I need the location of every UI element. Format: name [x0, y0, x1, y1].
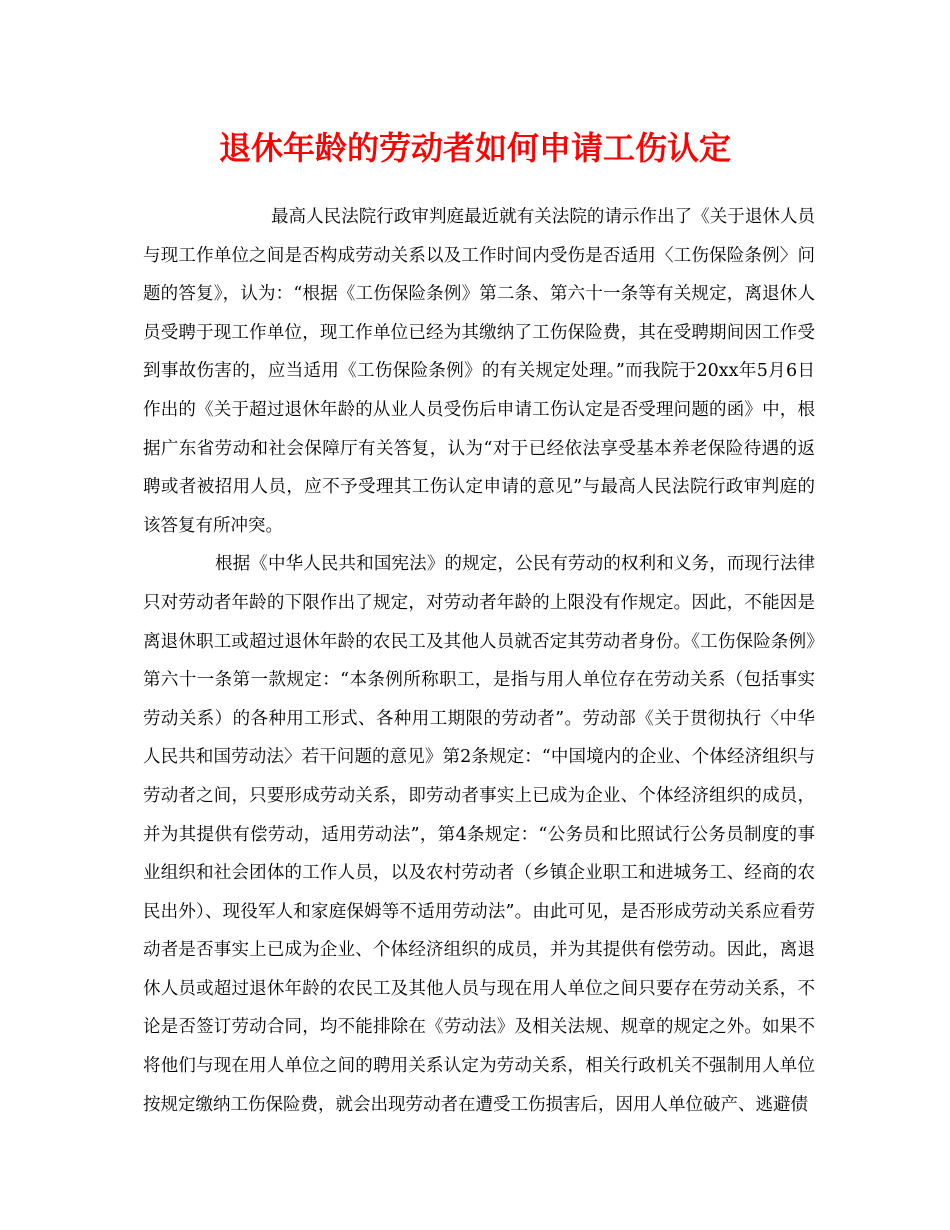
document-body	[143, 198, 815, 1124]
paragraph-2: 根据《中华人民共和国宪法》的规定，公民有劳动的权利和义务，而现行法律只对劳动者年龄的下限作出了规定，对劳动者年龄的上限没有作规定。因此，不能因是离退休职工或超过退休年龄的农民工及其他人员就否定其劳动者身份。《工伤保险条例》第六十一条第一款规定：“本条例所称职工，是指与用人单位存在劳动关系（包括事实劳动关系）的各种用工形式、各种用工期限的劳动者”。劳动部《关于贯彻执行〈中华人民共和国劳动法〉若干问题的意见》第2条规定：“中国境内的企业、个体经济组织与劳动者之间，只要形成劳动关系，即劳动者事实上已成为企业、个体经济组织的成员，并为其提供有偿劳动，适用劳动法”，第4条规定：“公务员和比照试行公务员制度的事业组织和社会团体的工作人员，以及农村劳动者（乡镇企业职工和进城务工、经商的农民出外）、现役军人和家庭保姆等不适用劳动法”。由此可见，是否形成劳动关系应看劳动者是否事实上已成为企业、个体经济组织的成员，并为其提供有偿劳动。因此，离退休人员或超过退休年龄的农民工及其他人员与现在用人单位之间只要存在劳动关系，不论是否签订劳动合同，均不能排除在《劳动法》及相关法规、规章的规定之外。如果不将他们与现在用人单位之间的聘用关系认定为劳动关系，相关行政机关不强制用人单位按规定缴纳工伤保险费，就会出现劳动者在遭受工伤损害后，因用人单位破产、逃避债	[143, 554, 815, 1115]
paragraph-1: 最高人民法院行政审判庭最近就有关法院的请示作出了《关于退休人员与现工作单位之间是否构成劳动关系以及工作时间内受伤是否适用〈工伤保险条例〉问题的答复》，认为：“根据《工伤保险条例》第二条、第六十一条等有关规定，离退休人员受聘于现工作单位，现工作单位已经为其缴纳了工伤保险费，其在受聘期间因工作受到事故伤害的，应当适用《工伤保险条例》的有关规定处理。”而我院于20xx年5月6日作出的《关于超过退休年龄的从业人员受伤后申请工伤认定是否受理问题的函》中，根据广东省劳动和社会保障厅有关答复，认为“对于已经依法享受基本养老保险待遇的返聘或者被招用人员，应不予受理其工伤认定申请的意见”与最高人民法院行政审判庭的该答复有所冲突。	[143, 207, 815, 536]
document-title: 退休年龄的劳动者如何申请工伤认定	[218, 129, 731, 167]
